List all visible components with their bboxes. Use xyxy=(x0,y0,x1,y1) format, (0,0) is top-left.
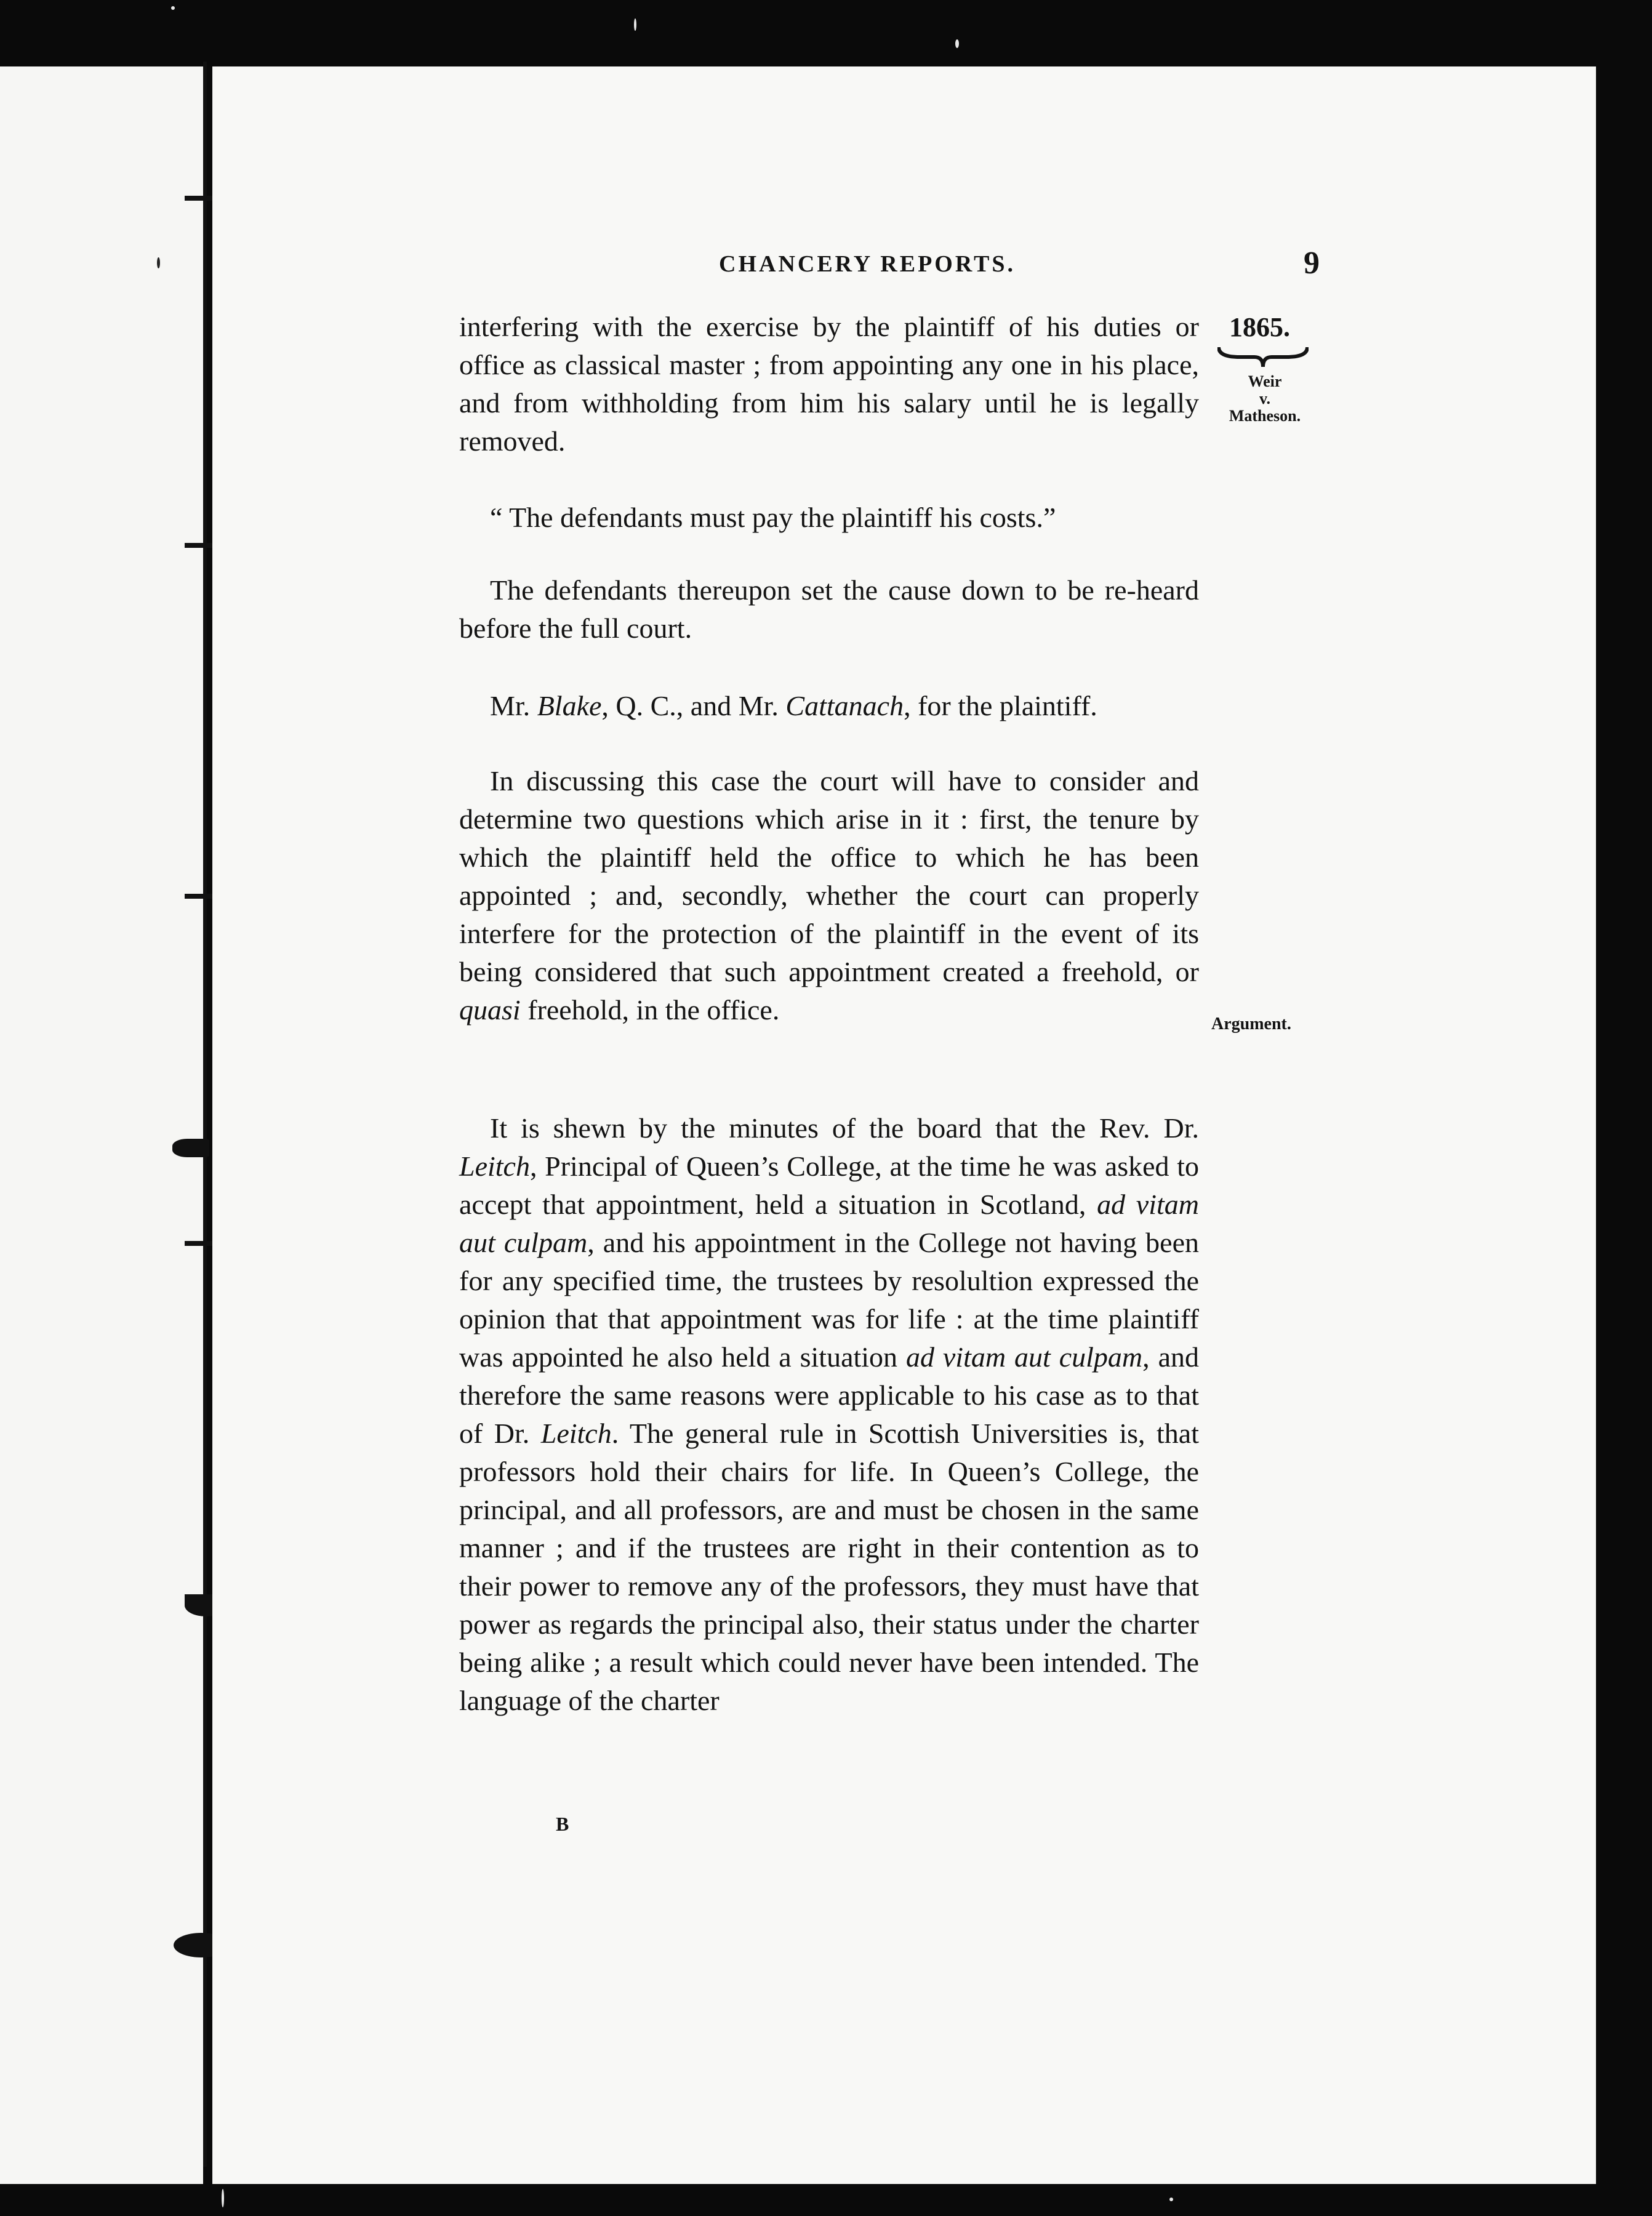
text-run: , Principal of Queen’s College, at the time he was asked to accept that appointment, held a situation in Scotland, xyxy=(459,1150,1199,1220)
paragraph-2 xyxy=(459,499,1199,537)
signature-mark: B xyxy=(556,1813,569,1835)
text-run: , Q. C., and Mr. xyxy=(601,690,786,721)
edge-speck xyxy=(171,6,175,10)
person-name: Leitch xyxy=(459,1150,530,1182)
text-run: Mr. xyxy=(490,690,537,721)
latin-term: quasi xyxy=(459,994,521,1026)
page-number: 9 xyxy=(1304,246,1320,281)
counsel-line xyxy=(459,687,1199,725)
text-run: freehold, in the office. xyxy=(520,994,780,1026)
text-run: In discussing this case the court will have to consider and determine two questions which arise in it : first, the tenure by which the plaintiff held the office to which he has been appointed ; and, secondly, whether the court can properly interfere for the protection of the plaintiff in the event of its being considered that such appointment created a freehold, or xyxy=(459,765,1199,987)
text-run: , and therefore the same reasons were applicable to his case as to that of Dr. xyxy=(459,1341,1199,1449)
paragraph-text xyxy=(459,762,1199,1029)
text-run: . The general rule in Scottish Universities is, that professors hold their chairs for life. In Queen’s College, the principal, and all professors, are and must be chosen in the same manner ; and if the trustees are right in their contention as to their power to remove any of the professors, they must have that power as regards the principal also, their status under the charter being alike ; a result which could never have been intended. The language of the charter xyxy=(459,1418,1199,1716)
margin-note-argument: Argument. xyxy=(1211,1014,1291,1034)
paragraph-3 xyxy=(459,571,1199,648)
paragraph-text xyxy=(459,687,1199,725)
case-brace-icon xyxy=(1217,345,1309,369)
running-title: CHANCERY REPORTS. xyxy=(719,251,1016,277)
counsel-name-1: Blake xyxy=(537,690,602,721)
paragraph-text xyxy=(459,1109,1199,1720)
paragraph-6 xyxy=(459,1109,1199,1720)
edge-speck xyxy=(955,39,959,48)
latin-term: ad vitam aut culpam xyxy=(459,1189,1199,1258)
paragraph-text: “ The defendants must pay the plaintiff his costs.” xyxy=(490,502,1056,533)
text-run: It is shewn by the minutes of the board that the Rev. Dr. xyxy=(490,1112,1199,1144)
case-versus: v. xyxy=(1259,390,1271,407)
paragraph-text: interfering with the exercise by the plaintiff of his duties or office as classical master ; from appointing any one in his place, and from withholding from him his salary until he is legally removed. xyxy=(459,311,1199,457)
person-name: Leitch xyxy=(540,1418,612,1449)
margin-case-title xyxy=(1206,373,1323,425)
text-run: , and his appointment in the College not having been for any specified time, the trustees by resolultion expressed the opinion that that appointment was for life : at the time plaintiff was appointed he also held a situation xyxy=(459,1227,1200,1373)
latin-term: ad vitam aut culpam xyxy=(905,1341,1143,1373)
left-page-edge xyxy=(0,66,203,2184)
paragraph-text: The defendants thereupon set the cause down to be re-heard before the full court. xyxy=(459,574,1199,644)
text-run: , for the plaintiff. xyxy=(904,690,1097,721)
edge-speck xyxy=(1169,2198,1173,2201)
paragraph-1 xyxy=(459,308,1199,460)
counsel-name-2: Cattanach xyxy=(785,690,904,721)
case-party-2: Matheson. xyxy=(1229,407,1301,425)
edge-speck xyxy=(222,2189,224,2207)
paragraph-5 xyxy=(459,762,1199,1029)
case-party-1: Weir xyxy=(1248,372,1282,390)
binding-line xyxy=(203,62,207,2167)
page-speck xyxy=(157,257,160,268)
binding-stitch xyxy=(172,1139,209,1157)
margin-year: 1865. xyxy=(1229,312,1290,342)
edge-speck xyxy=(634,18,636,31)
